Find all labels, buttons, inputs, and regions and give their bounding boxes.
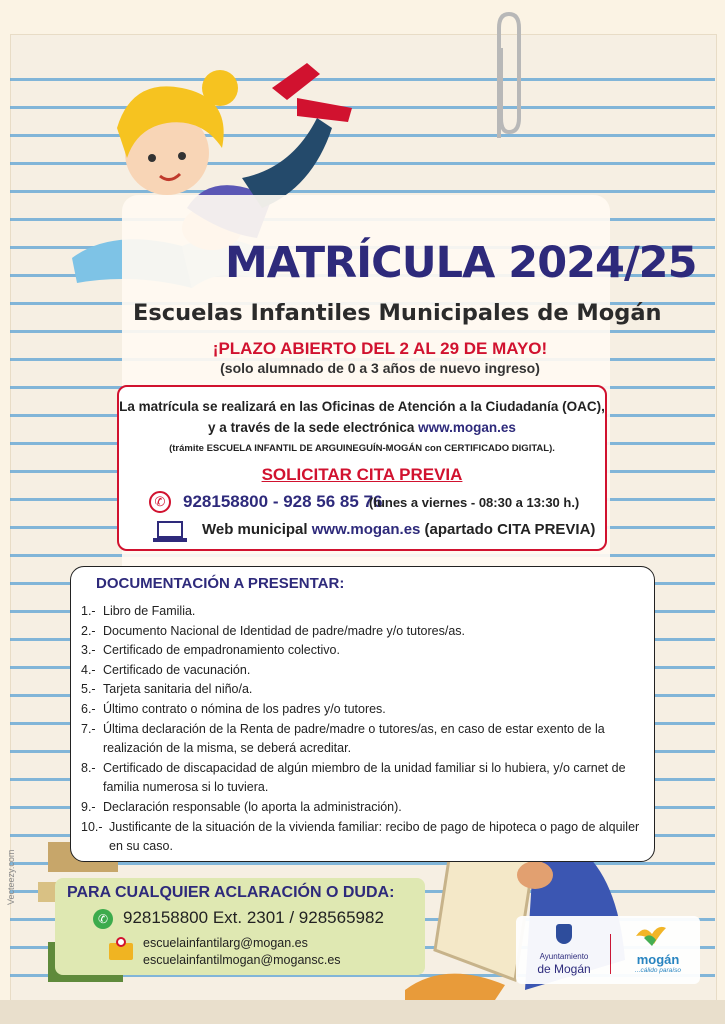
list-item	[81, 818, 651, 857]
image-credit: Vecteezy.com	[6, 849, 16, 905]
item-number: 9.-	[81, 799, 96, 814]
item-text: Justificante de la situación de la vivienda familiar: recibo de pago de hipoteca o pago de alquiler en su caso.	[109, 819, 640, 854]
page-title: MATRÍCULA 2024/25	[225, 238, 697, 288]
cita-phone-numbers: 928158800 - 928 56 85 76	[183, 492, 383, 511]
item-number: 2.-	[81, 623, 96, 638]
item-text: Libro de Familia.	[103, 604, 196, 618]
info-text	[119, 420, 605, 435]
ayuntamiento-shield-icon	[556, 924, 572, 944]
sede-electronica-link[interactable]: www.mogan.es	[418, 420, 516, 435]
web-note: (apartado CITA PREVIA)	[420, 521, 596, 538]
item-number: 4.-	[81, 662, 96, 677]
cita-hours: (lunes a viernes - 08:30 a 13:30 h.)	[369, 495, 580, 510]
list-item	[81, 700, 651, 720]
laptop-icon	[152, 521, 188, 543]
list-item	[81, 759, 651, 798]
item-number: 3.-	[81, 643, 96, 658]
list-item	[81, 798, 651, 818]
web-municipal-text	[202, 521, 595, 538]
contact-heading: PARA CUALQUIER ACLARACIÓN O DUDA:	[67, 884, 395, 901]
list-item	[81, 720, 651, 759]
mogan-tagline: ...cálido paraíso	[635, 967, 681, 974]
cita-previa-heading: SOLICITAR CITA PREVIA	[261, 465, 463, 484]
enrollment-info-box	[117, 385, 607, 551]
list-item	[81, 641, 651, 661]
cita-web-row	[152, 519, 602, 543]
item-number: 5.-	[81, 682, 96, 697]
item-text: Documento Nacional de Identidad de padre/madre y/o tutores/as.	[103, 623, 466, 638]
list-item	[81, 602, 651, 622]
list-item	[81, 622, 651, 642]
cita-phone-row	[149, 491, 599, 515]
item-number: 10.-	[81, 819, 103, 834]
ayuntamiento-name: de Mogán	[537, 962, 591, 976]
contact-phone[interactable]: 928158800 Ext. 2301 / 928565982	[123, 908, 384, 927]
item-number: 6.-	[81, 701, 96, 716]
item-text: Certificado de empadronamiento colectivo.	[103, 643, 340, 658]
logo-divider	[610, 934, 611, 974]
item-text: Última declaración de la Renta de padre/madre o tutores/as, en caso de estar exento de la realización de la misma, se deberá acreditar.	[103, 721, 605, 756]
mogan-brand: mogán	[636, 952, 680, 967]
paperclip-icon	[487, 8, 527, 148]
eligibility-note: (solo alumnado de 0 a 3 años de nuevo ingreso)	[220, 360, 540, 376]
ayuntamiento-label: Ayuntamiento	[539, 952, 589, 961]
phone-icon: ✆	[149, 491, 171, 513]
info-text: La matrícula se realizará en las Oficinas de Atención a la Ciudadanía (OAC),	[119, 399, 605, 414]
web-label: Web municipal	[202, 521, 312, 538]
contact-email-link[interactable]: escuelainfantilarg@mogan.es	[143, 936, 308, 950]
email-icon	[109, 943, 133, 960]
item-number: 1.-	[81, 604, 96, 618]
documentation-list	[81, 602, 651, 857]
documentation-box	[70, 566, 655, 862]
item-text: Declaración responsable (lo aporta la administración).	[103, 799, 402, 814]
bottom-strip	[0, 1000, 725, 1024]
contact-email-link[interactable]: escuelainfantilmogan@mogansc.es	[143, 953, 341, 967]
item-number: 8.-	[81, 760, 96, 775]
page-subtitle: Escuelas Infantiles Municipales de Mogán	[133, 300, 662, 326]
web-municipal-link[interactable]: www.mogan.es	[311, 521, 421, 538]
phone-icon: ✆	[93, 909, 113, 929]
logos-panel	[516, 916, 700, 984]
list-item	[81, 680, 651, 700]
tramite-note: (trámite ESCUELA INFANTIL DE ARGUINEGUÍN-MOGÁN con CERTIFICADO DIGITAL).	[169, 443, 555, 454]
contact-box	[55, 878, 425, 975]
item-number: 7.-	[81, 721, 96, 736]
item-text: Certificado de discapacidad de algún miembro de la unidad familiar si lo hubiera, y/o carnet de familia numerosa si lo tuviera.	[103, 760, 626, 795]
documentation-heading: DOCUMENTACIÓN A PRESENTAR:	[96, 575, 345, 592]
item-text: Último contrato o nómina de los padres y/o tutores.	[103, 701, 386, 716]
item-text: Tarjeta sanitaria del niño/a.	[103, 682, 253, 697]
mogan-bird-logo-icon	[634, 922, 668, 948]
list-item	[81, 661, 651, 681]
registration-period: ¡PLAZO ABIERTO DEL 2 AL 29 DE MAYO!	[212, 339, 548, 358]
info-text-part: y a través de la sede electrónica	[208, 420, 419, 435]
item-text: Certificado de vacunación.	[103, 662, 251, 677]
